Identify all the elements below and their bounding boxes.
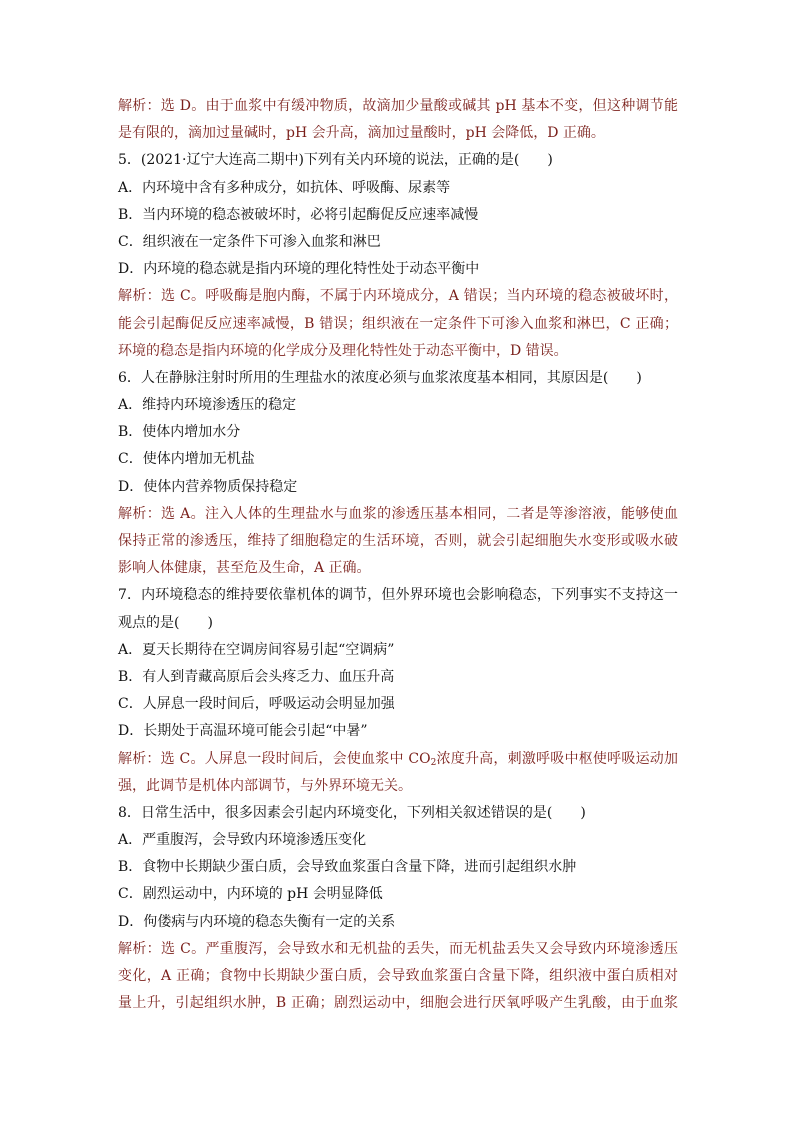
option-line: C．使体内增加无机盐 [118, 451, 255, 468]
option-line: C．人屏息一段时间后，呼吸运动会明显加强 [118, 696, 395, 713]
option-line: B．有人到青藏高原后会头疼乏力、血压升高 [118, 668, 395, 685]
analysis-line: 影响人体健康，甚至危及生命，A 正确。 [118, 560, 371, 577]
question-line: 7．内环境稳态的维持要依靠机体的调节，但外界环境也会影响稳态，下列事实不支持这一 [118, 587, 678, 604]
option-line: A．内环境中含有多种成分，如抗体、呼吸酶、尿素等 [118, 179, 451, 196]
analysis-line: 解析：选 A。注入人体的生理盐水与血浆的渗透压基本相同，二者是等渗溶液，能够使血 [118, 505, 678, 522]
option-line: C．组织液在一定条件下可渗入血浆和淋巴 [118, 233, 381, 250]
option-line: D．佝偻病与内环境的稳态失衡有一定的关系 [118, 913, 396, 930]
analysis-line: 环境的稳态是指内环境的化学成分及理化特性处于动态平衡中，D 错误。 [118, 342, 568, 359]
analysis-line: 解析：选 C。呼吸酶是胞内酶，不属于内环境成分，A 错误；当内环境的稳态被破坏时， [118, 288, 678, 305]
question-line: 观点的是( ) [118, 614, 213, 631]
option-line: B．使体内增加水分 [118, 424, 241, 441]
analysis-line: 量上升，引起组织水肿，B 正确；剧烈运动中，细胞会进行厌氧呼吸产生乳酸，由于血浆 [118, 995, 678, 1012]
option-line: D．内环境的稳态就是指内环境的理化特性处于动态平衡中 [118, 261, 480, 278]
analysis-line: 是有限的，滴加过量碱时，pH 会升高，滴加过量酸时，pH 会降低，D 正确。 [118, 125, 605, 142]
analysis-line: 保持正常的渗透压，维持了细胞稳定的生活环境，否则，就会引起细胞失水变形或吸水破 [118, 533, 678, 549]
analysis-line: 强，此调节是机体内部调节，与外界环境无关。 [118, 777, 412, 794]
text-segment: 浓度升高，刺激呼吸中枢使呼吸运动加 [436, 750, 678, 767]
analysis-line [118, 746, 678, 773]
option-line: B．食物中长期缺少蛋白质，会导致血浆蛋白含量下降，进而引起组织水肿 [118, 859, 577, 876]
question-line: 6．人在静脉注射时所用的生理盐水的浓度必须与血浆浓度基本相同，其原因是( ) [118, 369, 642, 386]
option-line: A．严重腹泻，会导致内环境渗透压变化 [118, 832, 367, 849]
question-line: 8．日常生活中，很多因素会引起内环境变化，下列相关叙述错误的是( ) [118, 804, 586, 821]
document-body [118, 93, 678, 1017]
option-line: B．当内环境的稳态被破坏时，必将引起酶促反应速率减慢 [118, 206, 479, 223]
text-segment: 解析：选 C。人屏息一段时间后，会使血浆中 CO [118, 750, 431, 767]
option-line: A．维持内环境渗透压的稳定 [118, 397, 297, 414]
analysis-line: 解析：选 D。由于血浆中有缓冲物质，故滴加少量酸或碱其 pH 基本不变，但这种调节能 [118, 98, 678, 114]
analysis-line: 解析：选 C。严重腹泻，会导致水和无机盐的丢失，而无机盐丢失又会导致内环境渗透压 [118, 940, 678, 957]
analysis-line: 变化，A 正确；食物中长期缺少蛋白质，会导致血浆蛋白含量下降，组织液中蛋白质相对 [118, 968, 678, 984]
analysis-line: 能会引起酶促反应速率减慢，B 错误；组织液在一定条件下可渗入血浆和淋巴，C 正确； [118, 315, 678, 332]
option-line: A．夏天长期待在空调房间容易引起“空调病” [118, 641, 395, 658]
option-line: D．使体内营养物质保持稳定 [118, 478, 298, 495]
option-line: C．剧烈运动中，内环境的 pH 会明显降低 [118, 886, 383, 903]
option-line: D．长期处于高温环境可能会引起“中暑” [118, 723, 368, 740]
subscript: 2 [430, 757, 437, 768]
question-line: 5．(2021·辽宁大连高二期中)下列有关内环境的说法，正确的是( ) [118, 152, 553, 169]
